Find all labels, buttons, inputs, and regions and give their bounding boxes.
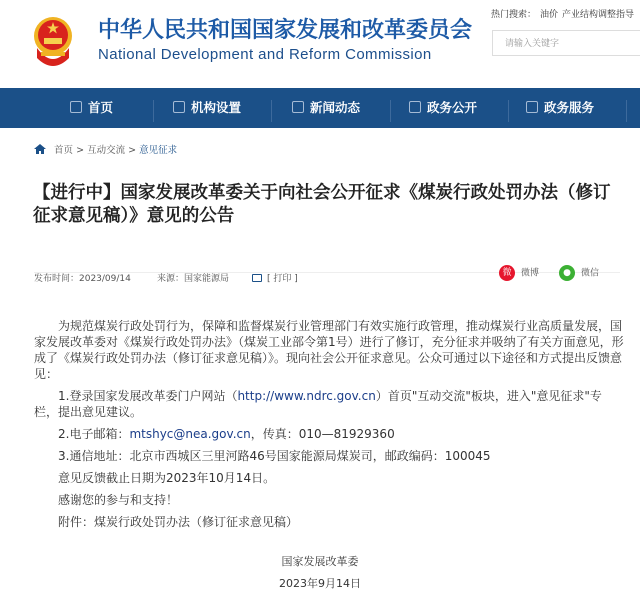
paragraph (34, 426, 624, 442)
signature: 国家发展改革委 (281, 555, 359, 568)
home-icon (34, 144, 46, 154)
nav-item-services[interactable] (526, 88, 594, 128)
text: ）首页"互动交流"板块，进入"意见征求"专栏，提出意见建议。 (34, 389, 602, 419)
paragraph: 为规范煤炭行政处罚行为，保障和监督煤炭行业管理部门有效实施行政管理，推动煤炭行业高质量发展，国家发展改革委对《煤炭行政处罚办法》（煤炭工业部令第1号）进行了修订，充分征求并吸纳了有关方面意见，形成了《煤炭行政处罚办法（修订征求意见稿）》。现向社会公开征求意见。公众可通过以下途径和方式提出反馈意见： (34, 319, 624, 381)
breadcrumb-separator: > (128, 145, 137, 156)
article-title: 【进行中】国家发展改革委关于向社会公开征求《煤炭行政处罚办法（修订征求意见稿）》意见的公告 (33, 183, 611, 226)
site-title-cn: 中华人民共和国国家发展和改革委员会 (98, 18, 473, 43)
site-header (0, 0, 640, 88)
nav-label: 政务服务 (544, 100, 595, 115)
publish-time: 发布时间：2023/09/14 (34, 274, 131, 284)
breadcrumb (34, 142, 177, 156)
paragraph: 意见反馈截止日期为2023年10月14日。 (58, 471, 276, 485)
nav-divider (153, 100, 154, 122)
nav-label: 政务公开 (427, 100, 478, 115)
breadcrumb-separator: > (76, 145, 85, 156)
news-icon (292, 101, 304, 113)
national-emblem-logo[interactable] (33, 14, 73, 70)
text: 2.电子邮箱： (58, 427, 130, 441)
breadcrumb-current[interactable]: 意见征求 (139, 145, 178, 156)
hot-search-label: 热门搜索： (491, 10, 537, 20)
home-icon (70, 101, 82, 113)
hot-search (491, 10, 638, 21)
search-input[interactable]: 请输入关键字 (492, 30, 640, 56)
article-body (34, 318, 624, 536)
attachment-link[interactable]: 附件：煤炭行政处罚办法（修订征求意见稿） (58, 515, 299, 529)
email-link[interactable]: mtshyc@nea.gov.cn (129, 427, 251, 441)
signature-date: 2023年9月14日 (279, 577, 361, 590)
paragraph: 感谢您的参与和支持！ (58, 493, 179, 507)
paragraph: 3.通信地址：北京市西城区三里河路46号国家能源局煤炭司，邮政编码：100045 (58, 449, 491, 463)
nav-divider (626, 100, 627, 122)
nav-item-news[interactable] (292, 88, 360, 128)
nav-divider (271, 100, 272, 122)
nav-label: 新闻动态 (310, 100, 361, 115)
ndrc-website-link[interactable]: http://www.ndrc.gov.cn (237, 389, 376, 403)
main-nav (0, 88, 640, 128)
paragraph (34, 388, 624, 420)
nav-label: 机构设置 (191, 100, 242, 115)
share-label: 微信 (581, 268, 600, 279)
nav-item-home[interactable] (70, 88, 113, 128)
article-source: 来源：国家能源局 (157, 274, 230, 284)
hot-search-term[interactable]: 油价 (540, 10, 559, 20)
printer-icon (252, 274, 262, 282)
print-button[interactable] (252, 271, 298, 284)
print-label: [ 打印 ] (267, 274, 298, 284)
nav-item-government-affairs[interactable] (409, 88, 477, 128)
share-weibo-button[interactable] (499, 265, 539, 281)
building-icon (173, 101, 185, 113)
broadcast-icon (409, 101, 421, 113)
nav-item-organization[interactable] (173, 88, 241, 128)
hot-search-term[interactable]: 产业结构调整指导 (562, 10, 635, 20)
nav-divider (390, 100, 391, 122)
weibo-icon: 微 (499, 265, 515, 281)
breadcrumb-home[interactable]: 首页 (54, 145, 74, 156)
text: 1.登录国家发展改革委门户网站（ (58, 389, 238, 403)
nav-label: 首页 (88, 100, 114, 115)
text: ，传真：010—81929360 (250, 427, 395, 441)
site-title-en: National Development and Reform Commission (98, 46, 432, 63)
share-wechat-button[interactable] (559, 265, 599, 281)
breadcrumb-interaction[interactable]: 互动交流 (87, 145, 126, 156)
nav-divider (508, 100, 509, 122)
wechat-icon: ● (559, 265, 575, 281)
share-label: 微博 (521, 268, 540, 279)
document-icon (526, 101, 538, 113)
